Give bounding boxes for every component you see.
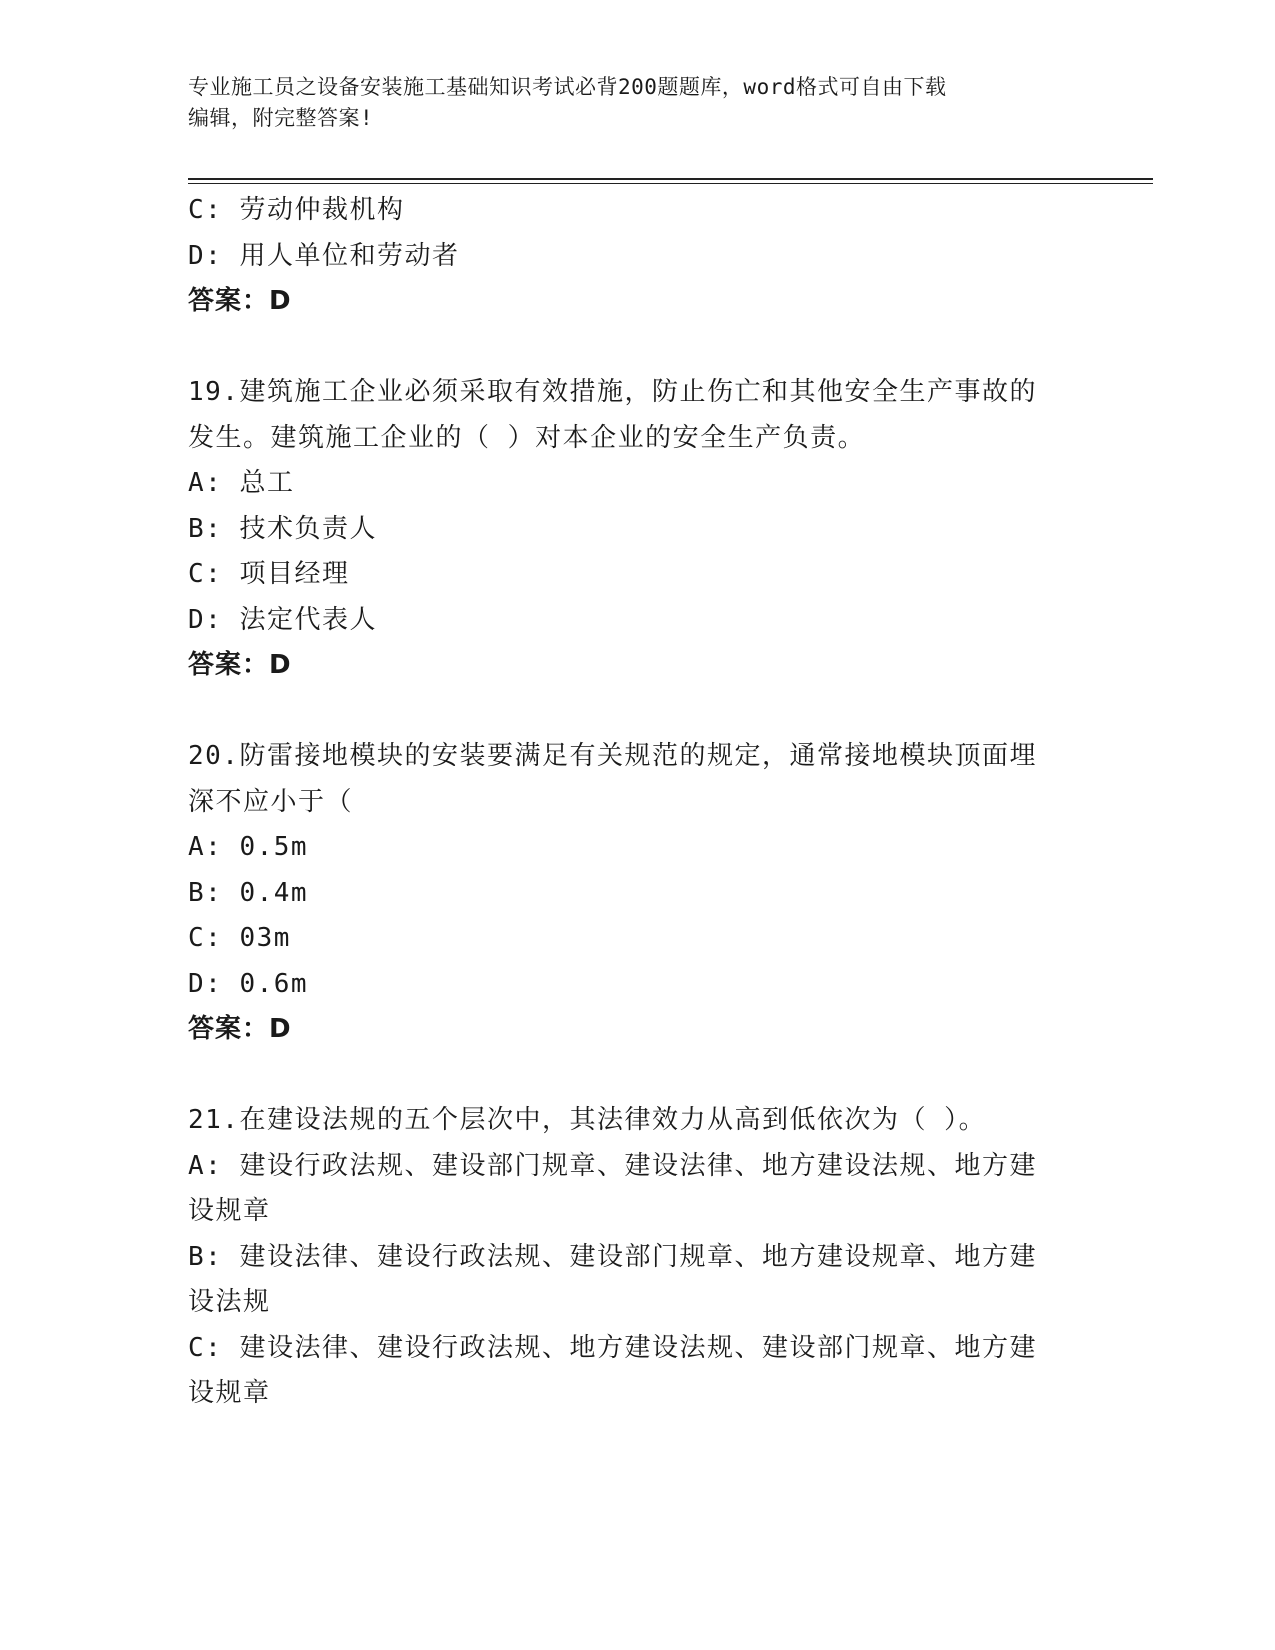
question-stem: 21.在建设法规的五个层次中，其法律效力从高到低依次为（ ）。 [188,1105,987,1135]
option-b: B: 建设法律、建设行政法规、建设部门规章、地方建设规章、地方建 [188,1241,1037,1272]
option-b: B: 技术负责人 [188,513,377,544]
answer-line: 答案：D [188,1014,292,1044]
option-c: C: 项目经理 [188,559,350,589]
question-stem: 20.防雷接地模块的安装要满足有关规范的规定，通常接地模块顶面埋 [188,741,1037,771]
question-stem: 19.建筑施工企业必须采取有效措施，防止伤亡和其他安全生产事故的 [188,377,1037,407]
option-a: A: 总工 [188,468,295,498]
question-stem-continued: 深不应小于（ [188,786,354,817]
question-19 [188,370,1078,689]
option-c: C: 建设法律、建设行政法规、地方建设法规、建设部门规章、地方建 [188,1332,1037,1363]
spacer [188,1053,1078,1099]
option-a: A: 0.5m [188,832,309,862]
document-body [188,188,1078,1417]
header-divider-thin [188,183,1153,184]
question-21 [188,1098,1078,1417]
option-b: B: 0.4m [188,877,309,908]
question-stem-continued: 发生。建筑施工企业的（ ）对本企业的安全生产负责。 [188,422,866,453]
header-line-2: 编辑，附完整答案! [188,106,374,130]
option-b-continued: 设法规 [188,1287,271,1317]
option-a: A: 建设行政法规、建设部门规章、建设法律、地方建设法规、地方建 [188,1150,1037,1181]
option-d: D: 0.6m [188,968,309,999]
header-line-1: 专业施工员之设备安装施工基础知识考试必背200题题库，word格式可自由下载 [188,75,947,99]
answer-line: 答案：D [188,286,292,316]
question-20 [188,734,1078,1053]
answer-line: 答案：D [188,650,292,680]
question-18-tail [188,188,1078,325]
option-c-continued: 设规章 [188,1378,271,1408]
header-divider-thick [188,178,1153,180]
option-c: C: 03m [188,923,291,953]
document-header [188,72,1068,134]
option-a-continued: 设规章 [188,1196,271,1226]
spacer [188,325,1078,371]
option-d: D: 法定代表人 [188,604,377,635]
option-d: D: 用人单位和劳动者 [188,240,460,271]
spacer [188,689,1078,735]
option-c: C: 劳动仲裁机构 [188,195,405,225]
